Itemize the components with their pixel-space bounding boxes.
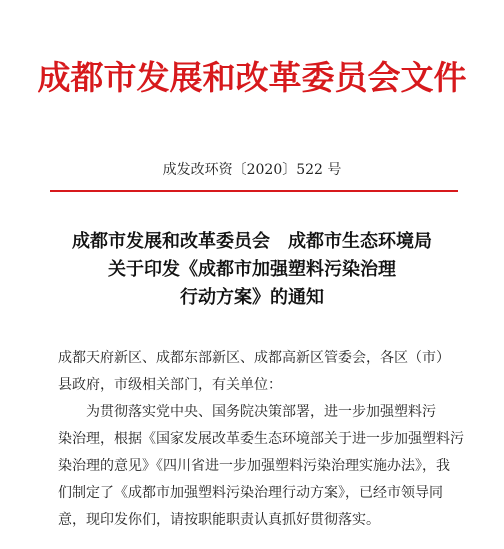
title-line-3: 行动方案》的通知 <box>180 287 324 308</box>
recipients-line-1: 成都天府新区、成都东部新区、成都高新区管委会，各区（市） <box>58 350 450 366</box>
body-line-1: 为贯彻落实党中央、国务院决策部署，进一步加强塑料污 <box>86 404 436 420</box>
red-divider-line <box>50 190 458 192</box>
title-line-1: 成都市发展和改革委员会 成都市生态环境局 <box>72 231 432 252</box>
body-line-3: 染治理的意见》《四川省进一步加强塑料污染治理实施办法》，我 <box>58 458 450 474</box>
document-body <box>58 345 478 534</box>
body-line-5: 意，现印发你们，请按职能职责认真抓好贯彻落实。 <box>58 512 380 528</box>
document-title <box>0 228 504 312</box>
title-line-2: 关于印发《成都市加强塑料污染治理 <box>108 259 396 280</box>
body-line-2: 染治理，根据《国家发展改革委生态环境部关于进一步加强塑料污 <box>58 431 464 447</box>
body-line-4: 们制定了《成都市加强塑料污染治理行动方案》，已经市领导同 <box>58 485 443 501</box>
document-masthead: 成都市发展和改革委员会文件 <box>37 58 467 97</box>
document-number: 成发改环资〔2020〕522 号 <box>162 162 342 178</box>
recipients-line-2: 县政府，市级相关部门，有关单位： <box>58 377 282 393</box>
